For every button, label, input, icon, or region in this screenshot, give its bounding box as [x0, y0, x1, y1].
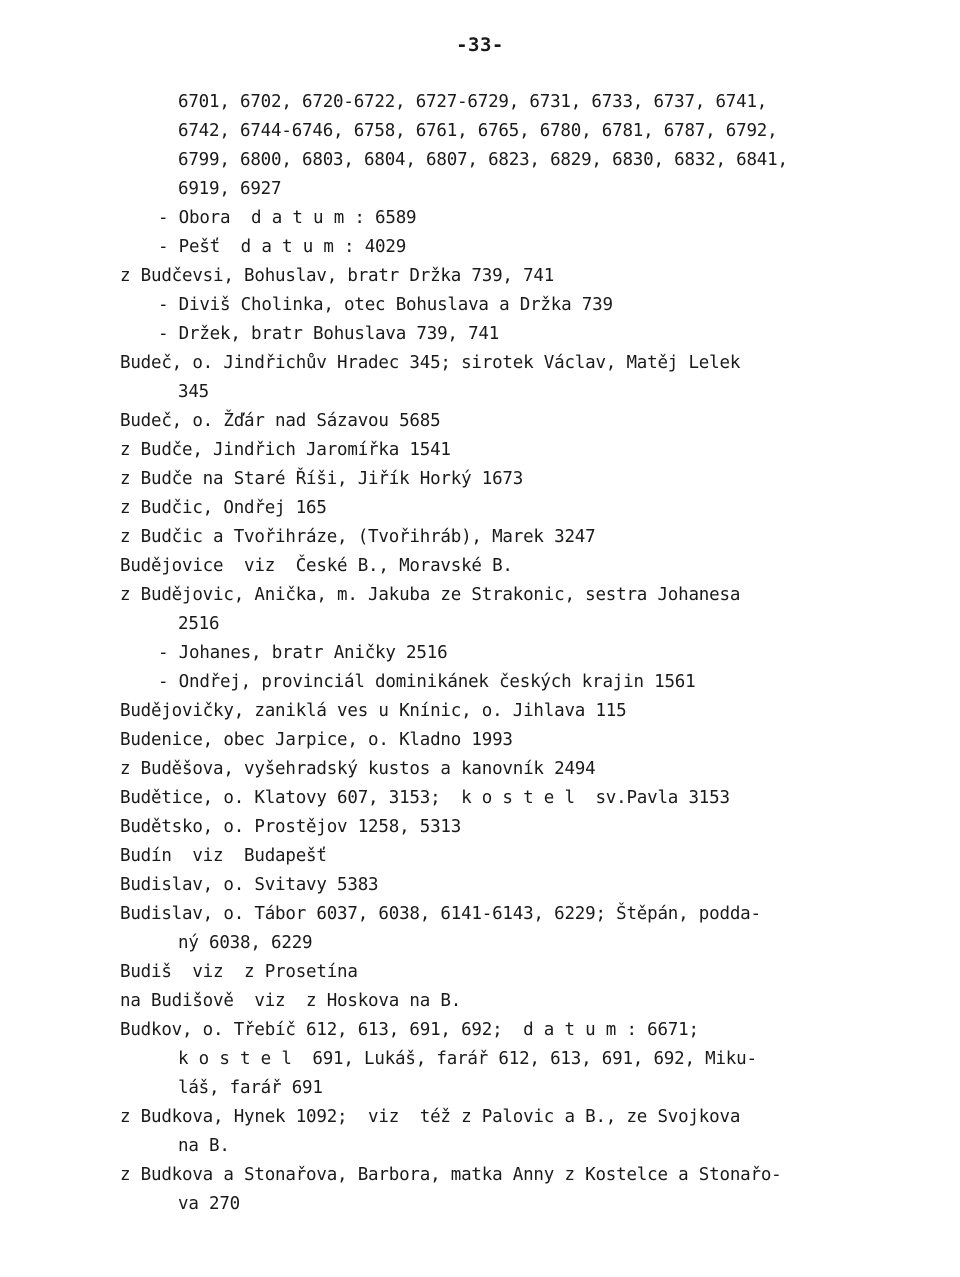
- index-line: z Budče, Jindřich Jaromířka 1541: [120, 440, 451, 460]
- index-line: z Buděšova, vyšehradský kustos a kanovník 2494: [120, 759, 596, 779]
- index-line: va 270: [178, 1194, 241, 1214]
- index-entries: [120, 88, 880, 1219]
- index-line: - Držek, bratr Bohuslava 739, 741: [158, 324, 500, 344]
- index-line: z Budčevsi, Bohuslav, bratr Držka 739, 741: [120, 266, 555, 286]
- index-line: ný 6038, 6229: [178, 933, 313, 953]
- index-line: Budislav, o. Tábor 6037, 6038, 6141-6143, 6229; Štěpán, podda-: [120, 904, 761, 924]
- index-line: láš, farář 691: [178, 1078, 323, 1098]
- index-line: 6701, 6702, 6720-6722, 6727-6729, 6731, 6733, 6737, 6741,: [178, 92, 768, 112]
- index-line: - Obora d a t u m : 6589: [158, 208, 417, 228]
- index-line: na Budišově viz z Hoskova na B.: [120, 991, 462, 1011]
- index-line: na B.: [178, 1136, 230, 1156]
- index-line: Budeč, o. Jindřichův Hradec 345; sirotek Václav, Matěj Lelek: [120, 353, 741, 373]
- index-line: Budějovičky, zaniklá ves u Knínic, o. Jihlava 115: [120, 701, 627, 721]
- page-number: -33-: [456, 34, 504, 56]
- index-line: z Budčic a Tvořihráze, (Tvořihráb), Marek 3247: [120, 527, 596, 547]
- index-line: Budětsko, o. Prostějov 1258, 5313: [120, 817, 462, 837]
- index-line: Budětice, o. Klatovy 607, 3153; k o s t e l sv.Pavla 3153: [120, 788, 730, 808]
- index-line: Budeč, o. Žďár nad Sázavou 5685: [120, 411, 441, 431]
- index-line: z Budče na Staré Říši, Jiřík Horký 1673: [120, 469, 524, 489]
- index-line: 345: [178, 382, 210, 402]
- index-line: Budiš viz z Prosetína: [120, 962, 358, 982]
- index-line: Budějovice viz České B., Moravské B.: [120, 556, 513, 576]
- index-line: z Budkova a Stonařova, Barbora, matka Anny z Kostelce a Stonařo-: [120, 1165, 782, 1185]
- index-line: - Johanes, bratr Aničky 2516: [158, 643, 448, 663]
- index-line: Budkov, o. Třebíč 612, 613, 691, 692; d a t u m : 6671;: [120, 1020, 699, 1040]
- index-line: 6799, 6800, 6803, 6804, 6807, 6823, 6829, 6830, 6832, 6841,: [178, 150, 788, 170]
- index-line: - Diviš Cholinka, otec Bohuslava a Držka 739: [158, 295, 613, 315]
- index-line: 6919, 6927: [178, 179, 282, 199]
- index-line: z Budkova, Hynek 1092; viz též z Palovic a B., ze Svojkova: [120, 1107, 741, 1127]
- index-line: k o s t e l 691, Lukáš, farář 612, 613, 691, 692, Miku-: [178, 1049, 757, 1069]
- index-line: Budín viz Budapešť: [120, 846, 327, 866]
- index-line: Budenice, obec Jarpice, o. Kladno 1993: [120, 730, 513, 750]
- index-line: - Ondřej, provinciál dominikánek českých krajin 1561: [158, 672, 696, 692]
- index-line: z Budčic, Ondřej 165: [120, 498, 327, 518]
- index-line: 2516: [178, 614, 220, 634]
- index-line: z Budějovic, Anička, m. Jakuba ze Strakonic, sestra Johanesa: [120, 585, 741, 605]
- index-line: Budislav, o. Svitavy 5383: [120, 875, 379, 895]
- index-line: 6742, 6744-6746, 6758, 6761, 6765, 6780, 6781, 6787, 6792,: [178, 121, 778, 141]
- index-line: - Pešť d a t u m : 4029: [158, 237, 407, 257]
